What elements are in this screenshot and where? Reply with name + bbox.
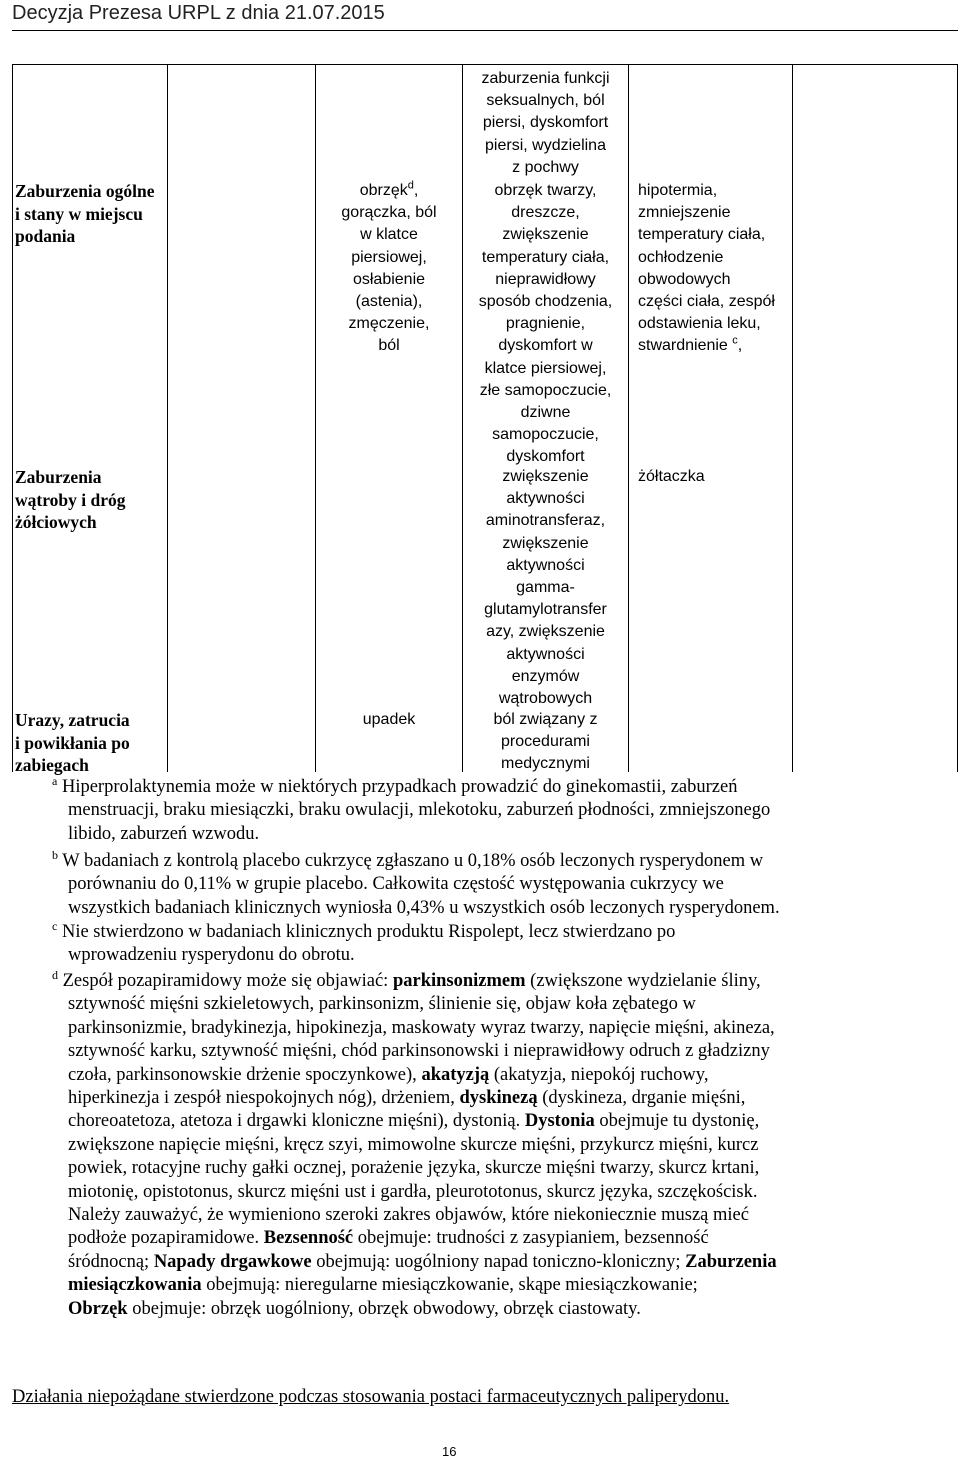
footnote-text: śródnocną; <box>68 1251 154 1272</box>
cell-line: zmniejszenie <box>638 204 731 222</box>
cell-line: ból związany z <box>493 711 598 728</box>
cell-line: zmęczenie, <box>348 315 430 333</box>
footnote-bold-term: parkinsonizmem <box>392 971 526 991</box>
cell-line: gamma- <box>516 579 575 597</box>
footnote-line: wszystkich badaniach klinicznych wyniosła 0,43% u wszystkich osób leczonych rysperydonem. <box>68 897 780 918</box>
table-cell <box>463 68 628 179</box>
cell-line: aktywności <box>506 490 585 508</box>
table-cell <box>463 709 628 776</box>
footnote-ref: c <box>732 335 738 348</box>
table-cell <box>638 466 792 488</box>
footnote-c <box>52 918 958 968</box>
cell-line: wątrobowych <box>498 690 593 708</box>
footnote-text: (zwiększone wydzielanie śliny, <box>525 971 761 991</box>
footnote-text: obejmuje tu dystonię, <box>594 1111 760 1132</box>
cell-line: pragnienie, <box>505 315 586 333</box>
cell-line: obwodowych <box>638 270 731 288</box>
footnote-text: czoła, parkinsonowskie drżenie spoczynkowe), <box>68 1064 422 1085</box>
footnote-line: powiek, rotacyjne ruchy gałki ocznej, porażenie języka, skurcze mięśni twarzy, skurcz krtani, <box>68 1158 760 1179</box>
footnote-line <box>68 1274 958 1297</box>
footnote-mark: d <box>52 967 58 982</box>
footnote-line: Należy zauważyć, że wymieniono szeroki zakres objawów, które niekoniecznie muszą mieć <box>68 1205 749 1226</box>
cell-line: seksualnych, ból <box>486 92 605 110</box>
table-border-top <box>12 64 958 65</box>
cell-line: zaburzenia funkcji <box>481 70 610 87</box>
footnote-text: (akatyzja, niepokój ruchowy, <box>489 1064 709 1085</box>
cell-line: sposób chodzenia, <box>478 293 613 311</box>
cell-line: w klatce <box>360 226 418 244</box>
soc-cell <box>15 709 167 777</box>
table-border-right <box>957 64 958 772</box>
footnote-line: menstruacji, braku miesiączki, braku owulacji, mlekotoku, zaburzeń płodności, zmniejszonego <box>68 800 771 821</box>
table-cell <box>638 180 792 358</box>
cell-line: Zaburzenia <box>15 467 102 487</box>
cell-line: dyskomfort <box>506 448 585 466</box>
footnote-line: sztywność karku, sztywność mięśni, chód parkinsonowski i nieprawidłowy odruch z gładzizny <box>68 1041 770 1062</box>
footnote-text: hiperkinezja i zespół niespokojnych nóg), drżeniem, <box>68 1088 460 1109</box>
footnote-text: Hiperprolaktynemia może w niektórych przypadkach prowadzić do ginekomastii, zaburzeń <box>61 777 738 797</box>
cell-line: Zaburzenia ogólne <box>15 181 155 201</box>
adverse-reactions-table <box>12 64 958 775</box>
footnote-bold-term: Dystonia <box>524 1111 595 1132</box>
cell-line: temperatury ciała, <box>638 226 766 244</box>
footnote-line: miotonię, opistotonus, skurcz mięśni ust i gardła, pleurototonus, skurcz języka, szczękościsk. <box>68 1181 758 1202</box>
cell-line: dyskomfort w <box>498 337 593 355</box>
cell-line: zwiększenie <box>502 534 589 552</box>
footnote-line: sztywność mięśni szkieletowych, parkinsonizm, ślinienie się, objaw koła zębatego w <box>68 994 696 1015</box>
footnote-bold-term: dyskinezą <box>459 1088 538 1109</box>
footnote-line <box>68 1298 958 1321</box>
section-heading: Działania niepożądane stwierdzone podczas stosowania postaci farmaceutycznych paliperydonu. <box>12 1387 730 1407</box>
table-column-divider <box>315 64 316 772</box>
cell-line: klatce piersiowej, <box>484 359 607 377</box>
footnote-text: (dyskineza, drganie mięśni, <box>537 1088 746 1109</box>
footnote-line <box>68 1064 958 1087</box>
footnote-line <box>52 773 958 799</box>
footnote-text: choreoatetoza, atetoza i drgawki kloniczne mięśni), dystonią. <box>68 1111 525 1132</box>
footnote-text: Nie stwierdzono w badaniach klinicznych produktu Rispolept, lecz stwierdzano po <box>61 922 676 942</box>
cell-line: ból <box>378 337 400 355</box>
cell-line: stwardnienie $^c$, <box>638 335 743 355</box>
cell-line: aminotransferaz, <box>485 512 606 530</box>
footnote-bold-term: akatyzją <box>421 1064 490 1085</box>
cell-line: obrzęk twarzy, <box>494 182 597 199</box>
cell-line: części ciała, zespół <box>638 293 775 311</box>
cell-line: hipotermia, <box>638 182 718 199</box>
soc-cell <box>15 180 167 248</box>
page-number: 16 <box>442 1444 457 1459</box>
cell-line: osłabienie <box>352 270 426 288</box>
footnote-mark: b <box>52 847 58 862</box>
cell-line: (astenia), <box>355 293 423 311</box>
footnote-d <box>52 967 958 1321</box>
table-column-divider <box>167 64 168 772</box>
cell-line: ochłodzenie <box>638 248 724 266</box>
cell-line: żółciowych <box>15 512 97 532</box>
cell-line: enzymów <box>511 667 580 685</box>
footnote-line <box>52 967 958 993</box>
cell-line: nieprawidłowy <box>495 270 596 288</box>
table-column-divider <box>792 64 793 772</box>
table-cell <box>463 180 628 469</box>
cell-line: zwiększenie <box>502 468 589 485</box>
footnote-text: W badaniach z kontrolą placebo cukrzycę zgłaszano u 0,18% osób leczonych rysperydonem w <box>62 851 764 871</box>
soc-cell <box>15 466 167 534</box>
table-cell <box>316 709 462 731</box>
footnote-ref: d <box>407 179 414 192</box>
document-header-title: Decyzja Prezesa URPL z dnia 21.07.2015 <box>12 2 385 24</box>
cell-line: żółtaczka <box>638 468 705 485</box>
cell-line: samopoczucie, <box>492 426 599 444</box>
footnote-text: Zespół pozapiramidowy może się objawiać: <box>62 971 393 991</box>
cell-line: aktywności <box>506 556 585 574</box>
cell-line: zwiększenie <box>502 226 589 244</box>
footnote-bold-term: Bezsenność <box>263 1228 354 1249</box>
cell-line: dreszcze, <box>511 204 580 222</box>
cell-line: procedurami <box>501 733 590 751</box>
footnote-b <box>52 847 958 920</box>
cell-text: stwardnienie <box>638 337 728 355</box>
cell-line: temperatury ciała, <box>481 248 610 266</box>
footnote-bold-term: Obrzęk <box>68 1298 128 1319</box>
cell-line: gorączka, ból <box>341 204 437 222</box>
footnote-line <box>68 1087 958 1110</box>
table-column-divider <box>628 64 629 772</box>
table-cell <box>463 466 628 710</box>
cell-line: z pochwy <box>512 158 579 176</box>
cell-line: aktywności <box>506 645 585 663</box>
footnote-line: zwiększone napięcie mięśni, kręcz szyi, mimowolne skurcze mięśni, przykurcz mięśni, kurcz <box>68 1134 759 1155</box>
cell-line: piersi, dyskomfort <box>482 114 609 132</box>
cell-line: podania <box>15 226 76 246</box>
footnote-line: wprowadzeniu rysperydonu do obrotu. <box>68 945 355 966</box>
footnote-line <box>68 1251 958 1274</box>
footnote-line: libido, zaburzeń wzwodu. <box>68 823 260 844</box>
footnote-text: podłoże pozapiramidowe. <box>68 1228 264 1249</box>
cell-line: upadek <box>362 711 416 728</box>
cell-line: wątroby i dróg <box>15 489 126 510</box>
cell-line: piersiowej, <box>351 248 427 266</box>
cell-line: odstawienia leku, <box>638 315 761 333</box>
cell-line: zabiegach <box>15 755 89 775</box>
footnote-mark: c <box>52 918 58 933</box>
footnote-line <box>52 918 958 944</box>
cell-line: i powikłania po <box>15 732 130 753</box>
footnote-text: obejmują: nieregularne miesiączkowanie, skąpe miesiączkowanie; <box>201 1275 698 1296</box>
cell-line: azy, zwiększenie <box>486 623 605 641</box>
footnote-bold-term: miesiączkowania <box>68 1275 202 1296</box>
cell-line: dziwne <box>520 404 571 422</box>
footnote-text: obejmują: uogólniony napad toniczno-kloniczny; <box>311 1251 686 1272</box>
footnote-line <box>68 1110 958 1133</box>
header-divider <box>12 30 958 31</box>
footnote-text: obejmuje: trudności z zasypianiem, bezsenność <box>353 1228 709 1249</box>
footnote-a <box>52 773 958 846</box>
footnote-line <box>52 847 958 873</box>
table-border-left <box>12 64 13 772</box>
cell-line: obrzęk$^d$, <box>359 179 419 199</box>
cell-line: glutamylotransfer <box>484 601 607 619</box>
cell-line: piersi, wydzielina <box>485 136 606 154</box>
footnote-line <box>68 1227 958 1250</box>
cell-line: złe samopoczucie, <box>479 381 612 399</box>
footnote-line: parkinsonizmie, bradykinezja, hipokinezja, maskowaty wyraz twarzy, napięcie mięśni, akineza, <box>68 1017 775 1038</box>
footnote-line: porównaniu do 0,11% w grupie placebo. Całkowita częstość występowania cukrzycy we <box>68 874 724 895</box>
footnote-text: obejmuje: obrzęk uogólniony, obrzęk obwodowy, obrzęk ciastowaty. <box>127 1298 641 1319</box>
cell-line: i stany w miejscu <box>15 203 143 224</box>
table-cell <box>316 180 462 358</box>
footnote-bold-term: Zaburzenia <box>685 1251 777 1272</box>
footnote-bold-term: Napady drgawkowe <box>153 1251 312 1272</box>
cell-line: medycznymi <box>501 755 590 773</box>
cell-line: Urazy, zatrucia <box>15 710 130 730</box>
footnote-mark: a <box>52 773 58 788</box>
cell-text: obrzęk <box>359 182 408 199</box>
